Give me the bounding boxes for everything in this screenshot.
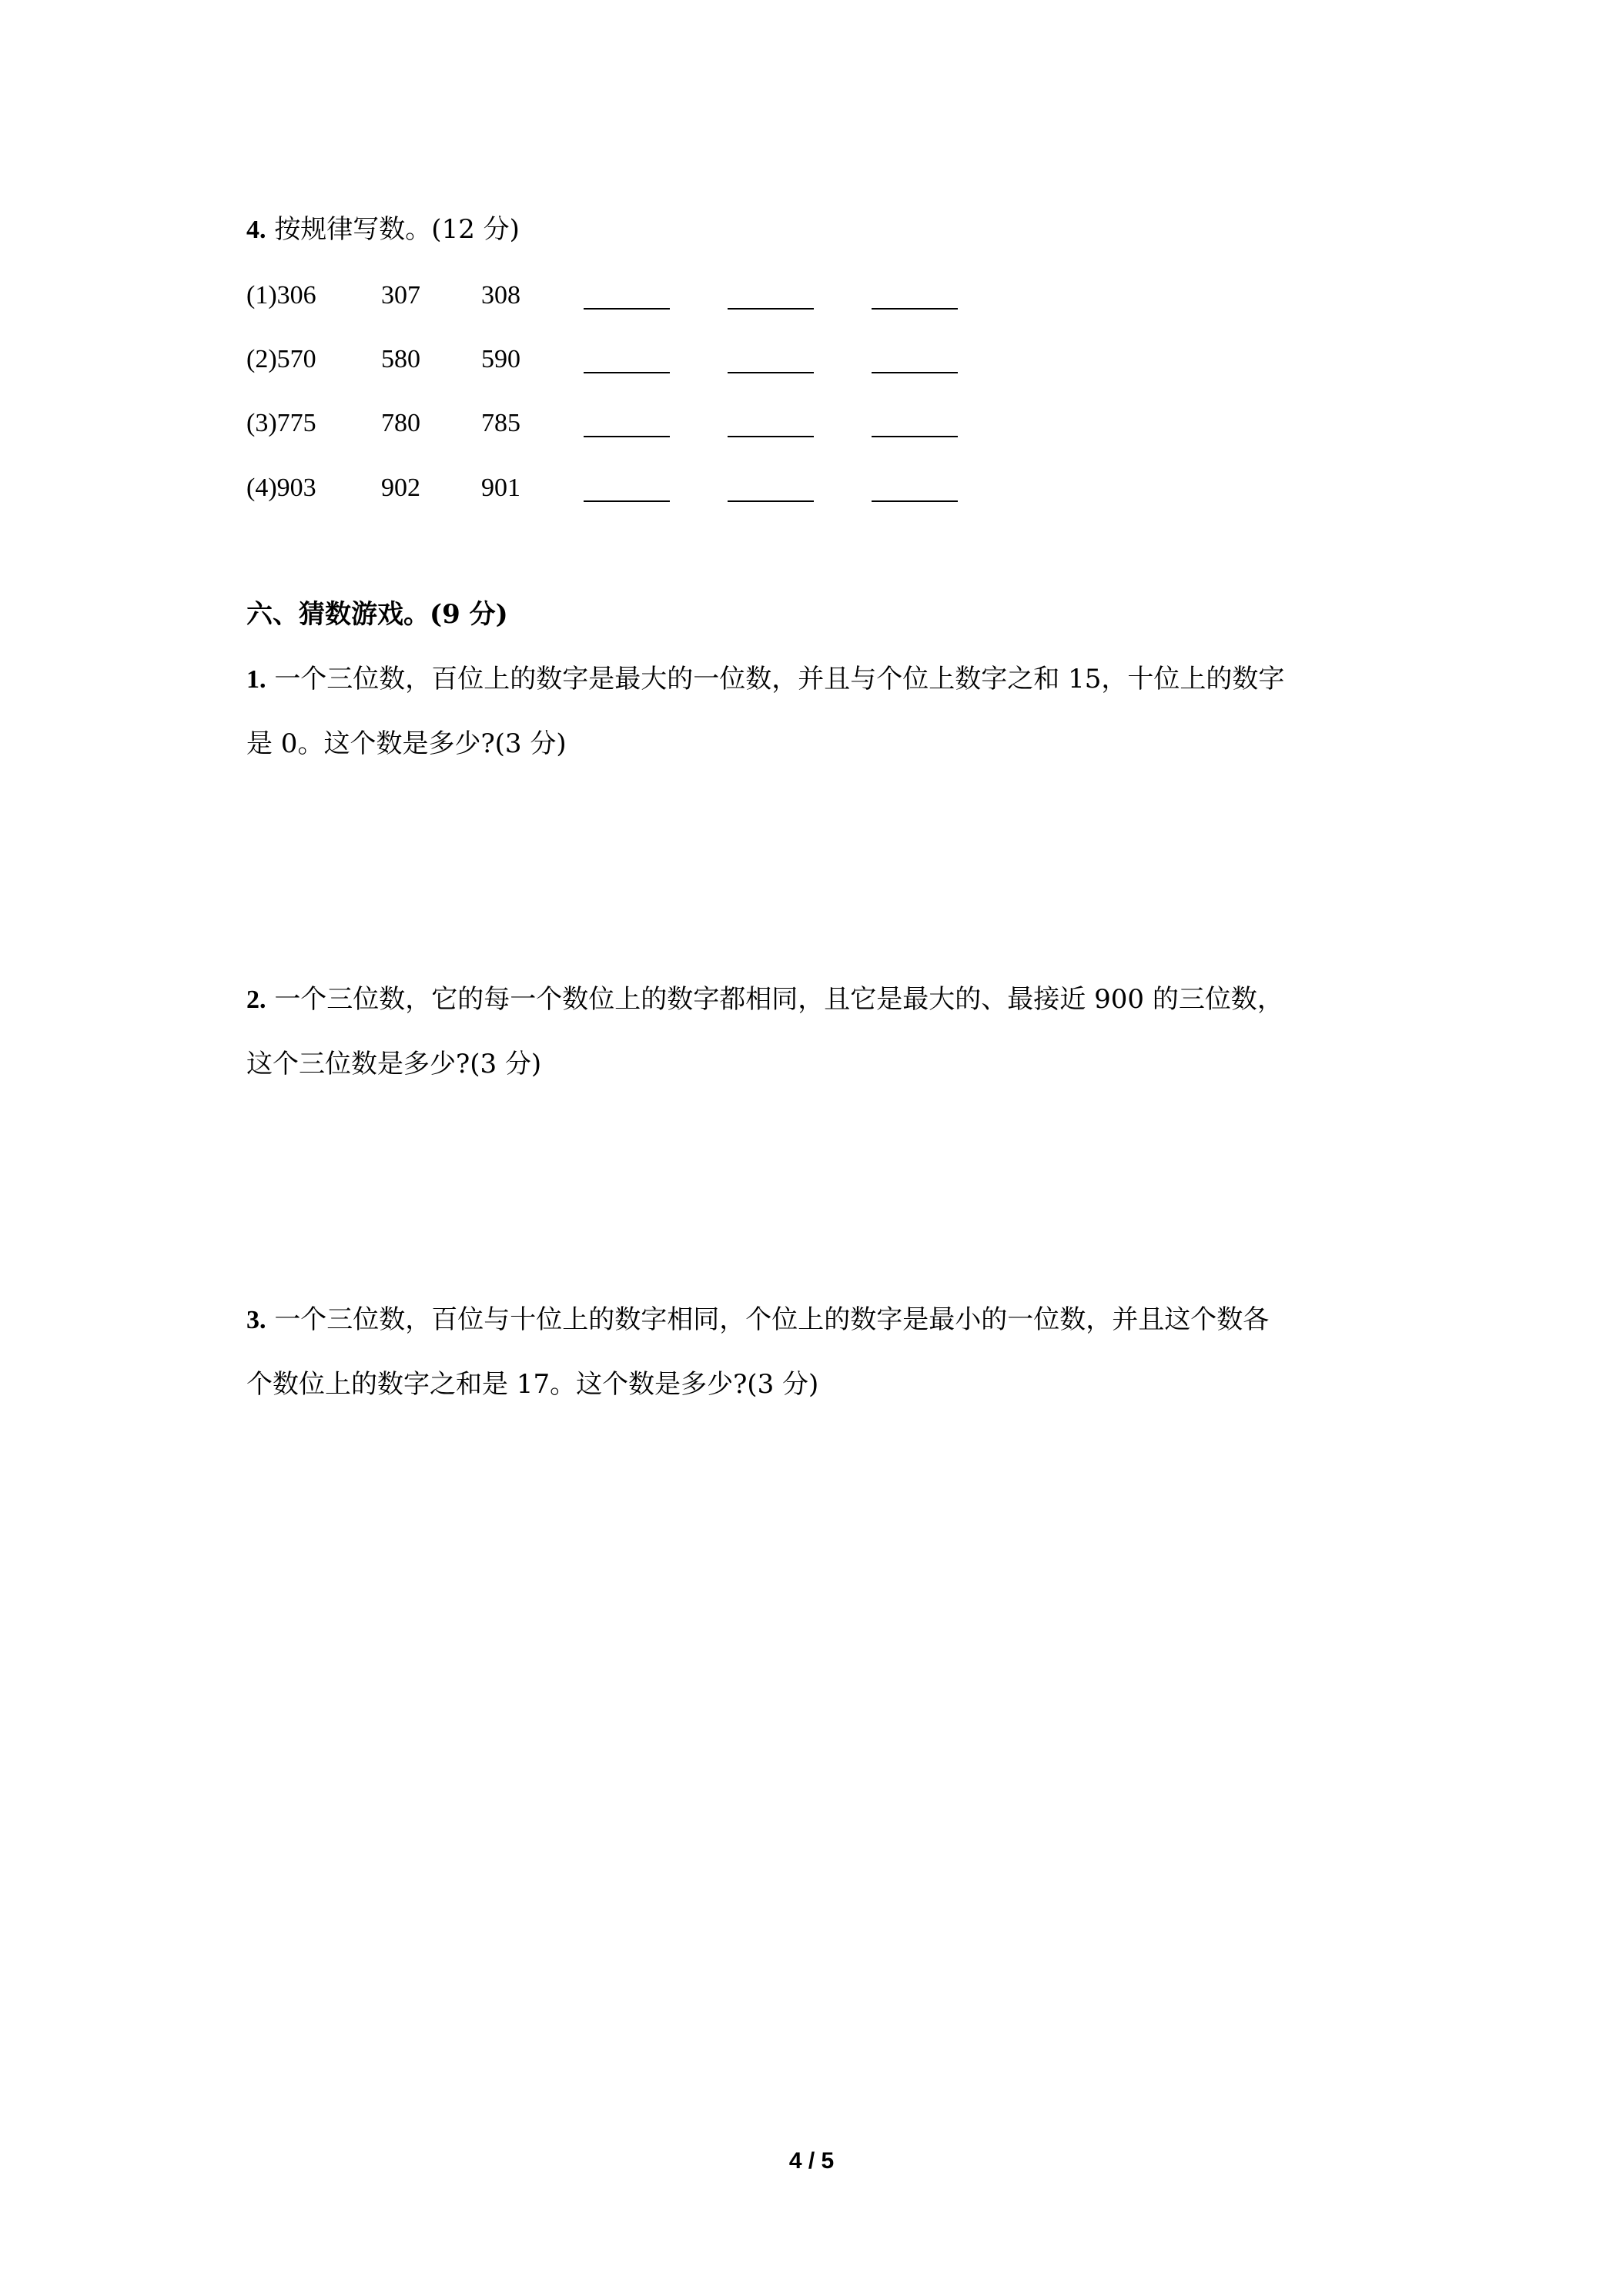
s6-q3-line1 xyxy=(246,1303,1269,1337)
answer-blank[interactable] xyxy=(872,436,958,437)
q4-row-4-label: (4)903 xyxy=(246,474,316,502)
q4-row-4-v3: 901 xyxy=(481,474,520,502)
s6-q2-line2: 这个三位数是多少?(3 分) xyxy=(246,1049,542,1079)
s6-q3-text1: 一个三位数，百位与十位上的数字相同，个位上的数字是最小的一位数，并且这个数各 xyxy=(274,1304,1270,1335)
s6-q1-number: 1. xyxy=(246,665,266,694)
answer-blank[interactable] xyxy=(728,436,814,437)
q4-title xyxy=(246,213,520,247)
q4-row-3-v2: 780 xyxy=(381,409,420,437)
s6-q1-line1 xyxy=(246,662,1284,697)
s6-q1-text1: 一个三位数，百位上的数字是最大的一位数，并且与个位上数字之和 15，十位上的数字 xyxy=(274,664,1285,694)
s6-q3-line2: 个数位上的数字之和是 17。这个数是多少?(3 分) xyxy=(246,1369,819,1400)
q4-row-1-v3: 308 xyxy=(481,281,520,310)
answer-blank[interactable] xyxy=(584,308,670,310)
answer-blank[interactable] xyxy=(584,500,670,502)
q4-row-1-v2: 307 xyxy=(381,281,420,310)
q4-number: 4. xyxy=(246,216,266,244)
q4-row-2-label: (2)570 xyxy=(246,345,316,373)
q4-row-3-label: (3)775 xyxy=(246,409,316,437)
s6-q2-text1: 一个三位数，它的每一个数位上的数字都相同，且它是最大的、最接近 900 的三位数， xyxy=(274,984,1283,1015)
answer-blank[interactable] xyxy=(728,372,814,373)
section-6-heading: 六、猜数游戏。(9 分) xyxy=(246,599,508,630)
s6-q1-line2: 是 0。这个数是多少?(3 分) xyxy=(246,728,567,759)
q4-text: 按规律写数。(12 分) xyxy=(274,214,520,245)
answer-blank[interactable] xyxy=(872,308,958,310)
s6-q3-number: 3. xyxy=(246,1306,266,1334)
answer-blank[interactable] xyxy=(728,308,814,310)
q4-row-3-v3: 785 xyxy=(481,409,520,437)
page-number: 4 / 5 xyxy=(788,2148,835,2174)
q4-row-4-v2: 902 xyxy=(381,474,420,502)
q4-row-1-label: (1)306 xyxy=(246,281,316,310)
answer-blank[interactable] xyxy=(872,372,958,373)
answer-blank[interactable] xyxy=(872,500,958,502)
s6-q2-number: 2. xyxy=(246,986,266,1014)
answer-blank[interactable] xyxy=(728,500,814,502)
q4-row-2-v2: 580 xyxy=(381,345,420,373)
s6-q2-line1 xyxy=(246,982,1283,1017)
q4-row-2-v3: 590 xyxy=(481,345,520,373)
answer-blank[interactable] xyxy=(584,436,670,437)
answer-blank[interactable] xyxy=(584,372,670,373)
